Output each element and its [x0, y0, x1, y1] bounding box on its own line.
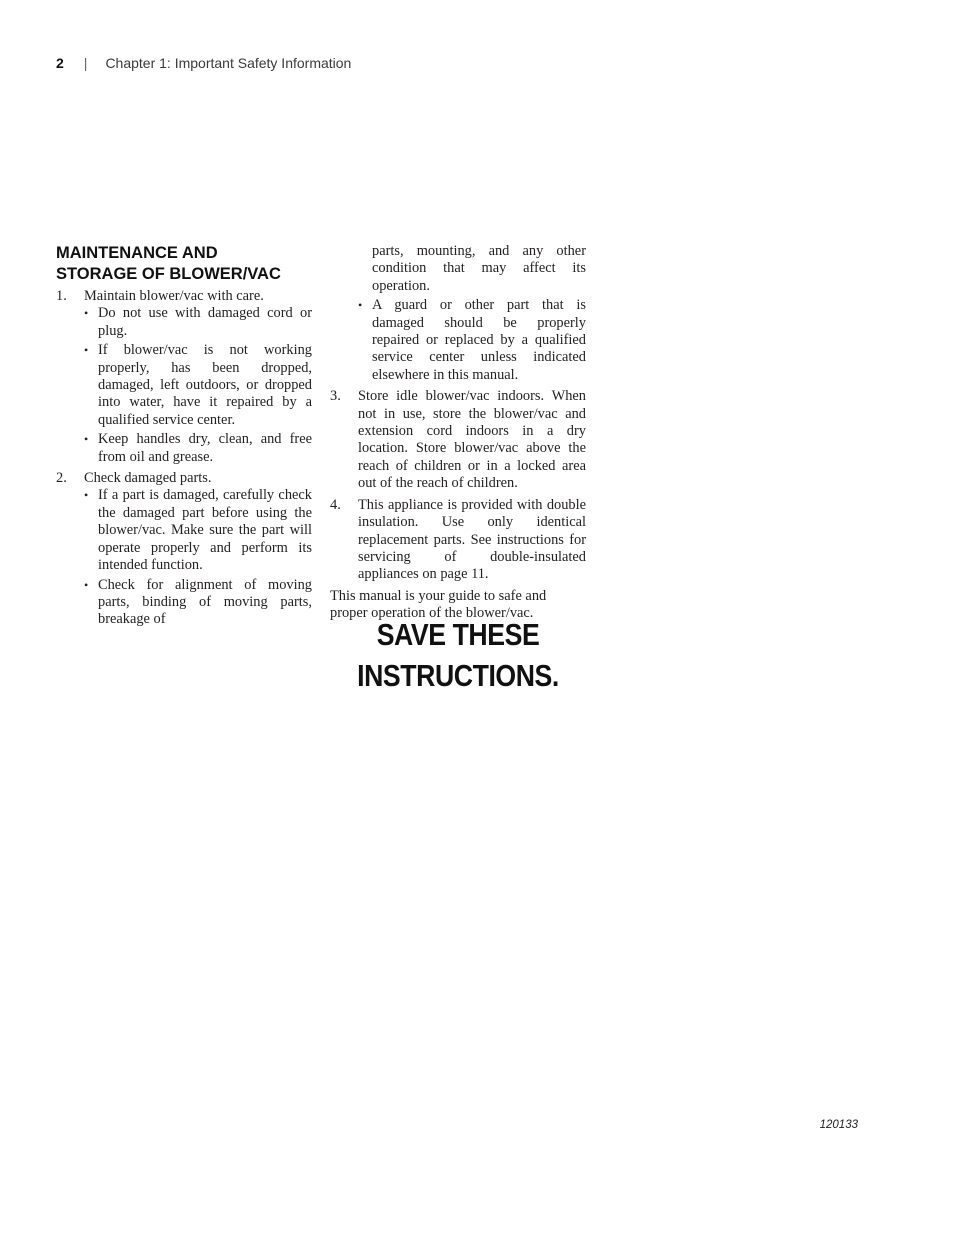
bullet-text: Do not use with damaged cord or plug.: [98, 305, 312, 339]
numbered-item-4: [330, 497, 586, 584]
bullet-item: [84, 577, 312, 629]
bullet-text: If a part is damaged, carefully check the damaged part before using the blower/vac. Make sure the part will operate properly and perform its intended function.: [98, 487, 312, 574]
item-text: This appliance is provided with double insulation. Use only identical replacement parts. See instructions for servicing of double-insulated appliances on page 11.: [358, 496, 586, 583]
bullet-item: [84, 305, 312, 340]
bullet-list: [84, 487, 312, 628]
section-heading: [56, 243, 312, 285]
bullet-text: parts, mounting, and any other condition that may affect its operation.: [372, 243, 586, 294]
item-text: Maintain blower/vac with care.: [84, 288, 264, 304]
numbered-item-2: [56, 470, 312, 629]
bullet-icon: •: [84, 432, 89, 447]
item-text: Check damaged parts.: [84, 470, 212, 487]
item-text: Store idle blower/vac indoors. When not in use, store the blower/vac and extension cord indoors in a dry location. Store blower/vac above the reach of children or in a locked area out of the reach of children.: [358, 388, 586, 492]
bullet-list-continued: [358, 243, 586, 384]
bullet-icon: •: [84, 577, 89, 592]
item-number: 2.: [56, 470, 67, 487]
item-number: 1.: [56, 288, 67, 304]
bullet-text: A guard or other part that is damaged should be properly repaired or replaced by a qualified service center unless indicated elsewhere in this manual.: [372, 297, 586, 383]
save-instructions-banner: [348, 614, 568, 696]
chapter-title: Chapter 1: Important Safety Information: [105, 55, 352, 71]
running-header: [56, 53, 351, 73]
bullet-icon: •: [84, 343, 89, 358]
bullet-text: Keep handles dry, clean, and free from oil and grease.: [98, 431, 312, 465]
page-number: 2: [56, 55, 64, 71]
section-heading-line: MAINTENANCE AND: [56, 244, 218, 262]
bullet-list: [84, 305, 312, 466]
item-number: 4.: [330, 496, 341, 513]
banner-line: SAVE THESE: [376, 617, 540, 652]
left-column: [56, 243, 312, 633]
right-column: [330, 243, 586, 623]
bullet-item: [84, 431, 312, 466]
banner-line: INSTRUCTIONS.: [357, 658, 559, 693]
bullet-item-continued: [358, 243, 586, 295]
numbered-item-3: [330, 388, 586, 492]
bullet-icon: •: [84, 488, 89, 503]
bullet-icon: •: [358, 298, 363, 313]
bullet-item: [84, 342, 312, 429]
bullet-item: [358, 297, 586, 384]
header-separator: |: [83, 55, 88, 71]
section-heading-line: STORAGE OF BLOWER/VAC: [56, 265, 281, 283]
bullet-item: [84, 487, 312, 574]
closing-paragraph: This manual is your guide to safe and proper operation of the blower/vac.: [330, 587, 547, 622]
document-code: 120133: [819, 1119, 858, 1131]
bullet-text: Check for alignment of moving parts, binding of moving parts, breakage of: [98, 576, 312, 628]
bullet-text: If blower/vac is not working properly, has been dropped, damaged, left outdoors, or dropped into water, have it repaired by a qualified service center.: [98, 342, 312, 428]
item-number: 3.: [330, 388, 341, 405]
numbered-item-1: [56, 288, 312, 466]
bullet-icon: •: [84, 306, 89, 321]
